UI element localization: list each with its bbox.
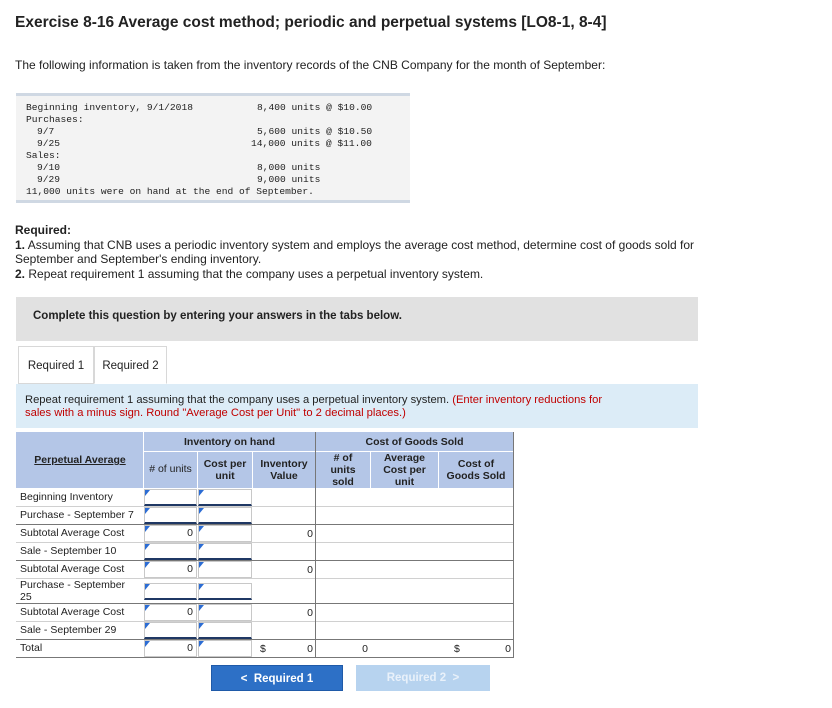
input-units[interactable]	[144, 507, 197, 524]
input-cost-per-unit[interactable]	[198, 640, 252, 657]
records-value: 8,400 units @ $10.00	[257, 102, 373, 113]
chevron-right-icon: >	[452, 672, 460, 684]
input-units[interactable]: 0	[144, 640, 197, 657]
row-label: Subtotal Average Cost	[20, 527, 125, 539]
required-heading: Required:	[15, 223, 72, 237]
records-line: 9/10	[37, 162, 61, 173]
requirement-1-cont: September and September's ending inventory.	[15, 252, 262, 266]
prev-required-button[interactable]: < Required 1	[211, 665, 343, 691]
input-cost-per-unit[interactable]	[198, 489, 252, 506]
instruction-red-2: sales with a minus sign. Round "Average Cost per Unit" to 2 decimal places.)	[25, 407, 406, 419]
requirement-1: 1. Assuming that CNB uses a periodic inventory system and employs the average cost method, determine cost of goods sold for	[15, 237, 695, 252]
inventory-records-box	[16, 93, 410, 203]
input-units[interactable]	[144, 622, 197, 639]
input-cost-per-unit[interactable]	[198, 543, 252, 560]
complete-question-box: Complete this question by entering your answers in the tabs below.	[16, 297, 698, 341]
row-label: 25	[20, 591, 32, 603]
records-line: 9/7	[37, 126, 55, 137]
input-cost-per-unit[interactable]	[198, 583, 252, 600]
row-label: Total	[20, 642, 43, 654]
records-value: 5,600 units @ $10.50	[257, 126, 373, 137]
records-line: Beginning inventory, 9/1/2018	[26, 102, 193, 113]
col-cost-of-goods-sold: Cost of Goods Sold	[446, 458, 506, 482]
dollar-sign: $	[260, 643, 266, 655]
row-label: Purchase - September 7	[20, 509, 134, 521]
records-line: 9/29	[37, 174, 61, 185]
input-units[interactable]: 0	[144, 604, 197, 621]
row-label: Subtotal Average Cost	[20, 563, 125, 575]
row-label: Sale - September 10	[20, 545, 117, 557]
records-value: 14,000 units @ $11.00	[251, 138, 372, 149]
records-value: 9,000 units	[257, 174, 321, 185]
input-units[interactable]	[144, 489, 197, 506]
records-value: 8,000 units	[257, 162, 321, 173]
next-required-button[interactable]: Required 2 >	[356, 665, 490, 691]
inventory-value-cell: 0	[307, 564, 313, 576]
records-line: Sales:	[26, 150, 61, 161]
input-units[interactable]: 0	[144, 525, 197, 542]
row-label: Sale - September 29	[20, 624, 117, 636]
input-cost-per-unit[interactable]	[198, 561, 252, 578]
input-cost-per-unit[interactable]	[198, 604, 252, 621]
units-sold-total: 0	[362, 643, 368, 655]
required-section	[15, 223, 815, 281]
row-label: Subtotal Average Cost	[20, 606, 125, 618]
inventory-value-total: 0	[307, 643, 313, 655]
input-cost-per-unit[interactable]	[198, 622, 252, 639]
requirement-2: 2. Repeat requirement 1 assuming that the company uses a perpetual inventory system.	[15, 266, 484, 281]
col-cost-per-unit: Cost per unit	[203, 458, 247, 482]
input-units[interactable]: 0	[144, 561, 197, 578]
row-label: Beginning Inventory	[20, 491, 113, 503]
col-units: # of units	[149, 463, 192, 475]
tab-required-2[interactable]: Required 2	[94, 346, 167, 384]
input-units[interactable]	[144, 583, 197, 600]
instruction-text: Repeat requirement 1 assuming that the company uses a perpetual inventory system.	[25, 394, 450, 406]
header-inventory-on-hand: Inventory on hand	[183, 436, 275, 448]
input-cost-per-unit[interactable]	[198, 507, 252, 524]
input-units[interactable]	[144, 543, 197, 560]
table-corner-title: Perpetual Average	[34, 454, 126, 466]
chevron-left-icon: <	[240, 673, 248, 685]
header-cogs: Cost of Goods Sold	[365, 436, 464, 448]
col-inventory-value: Inventory Value	[260, 458, 308, 482]
col-avg-cost-per-unit: Average Cost per unit	[383, 452, 426, 488]
instruction-red: (Enter inventory reductions for	[452, 394, 603, 406]
intro-text: The following information is taken from the inventory records of the CNB Company for the month of September:	[15, 58, 606, 72]
records-line: 9/25	[37, 138, 61, 149]
inventory-value-cell: 0	[307, 528, 313, 540]
input-cost-per-unit[interactable]	[198, 525, 252, 542]
cogs-total: 0	[505, 643, 511, 655]
page-title: Exercise 8-16 Average cost method; periodic and perpetual systems [LO8-1, 8-4]	[15, 14, 607, 31]
inventory-value-cell: 0	[307, 607, 313, 619]
col-units-sold: # of units sold	[330, 452, 356, 488]
tab-required-1[interactable]: Required 1	[18, 346, 94, 384]
row-label: Purchase - September	[20, 579, 126, 591]
perpetual-average-table	[16, 432, 514, 658]
dollar-sign: $	[454, 643, 460, 655]
records-line: 11,000 units were on hand at the end of September.	[26, 186, 314, 197]
instruction-box	[16, 384, 698, 428]
records-line: Purchases:	[26, 114, 84, 125]
